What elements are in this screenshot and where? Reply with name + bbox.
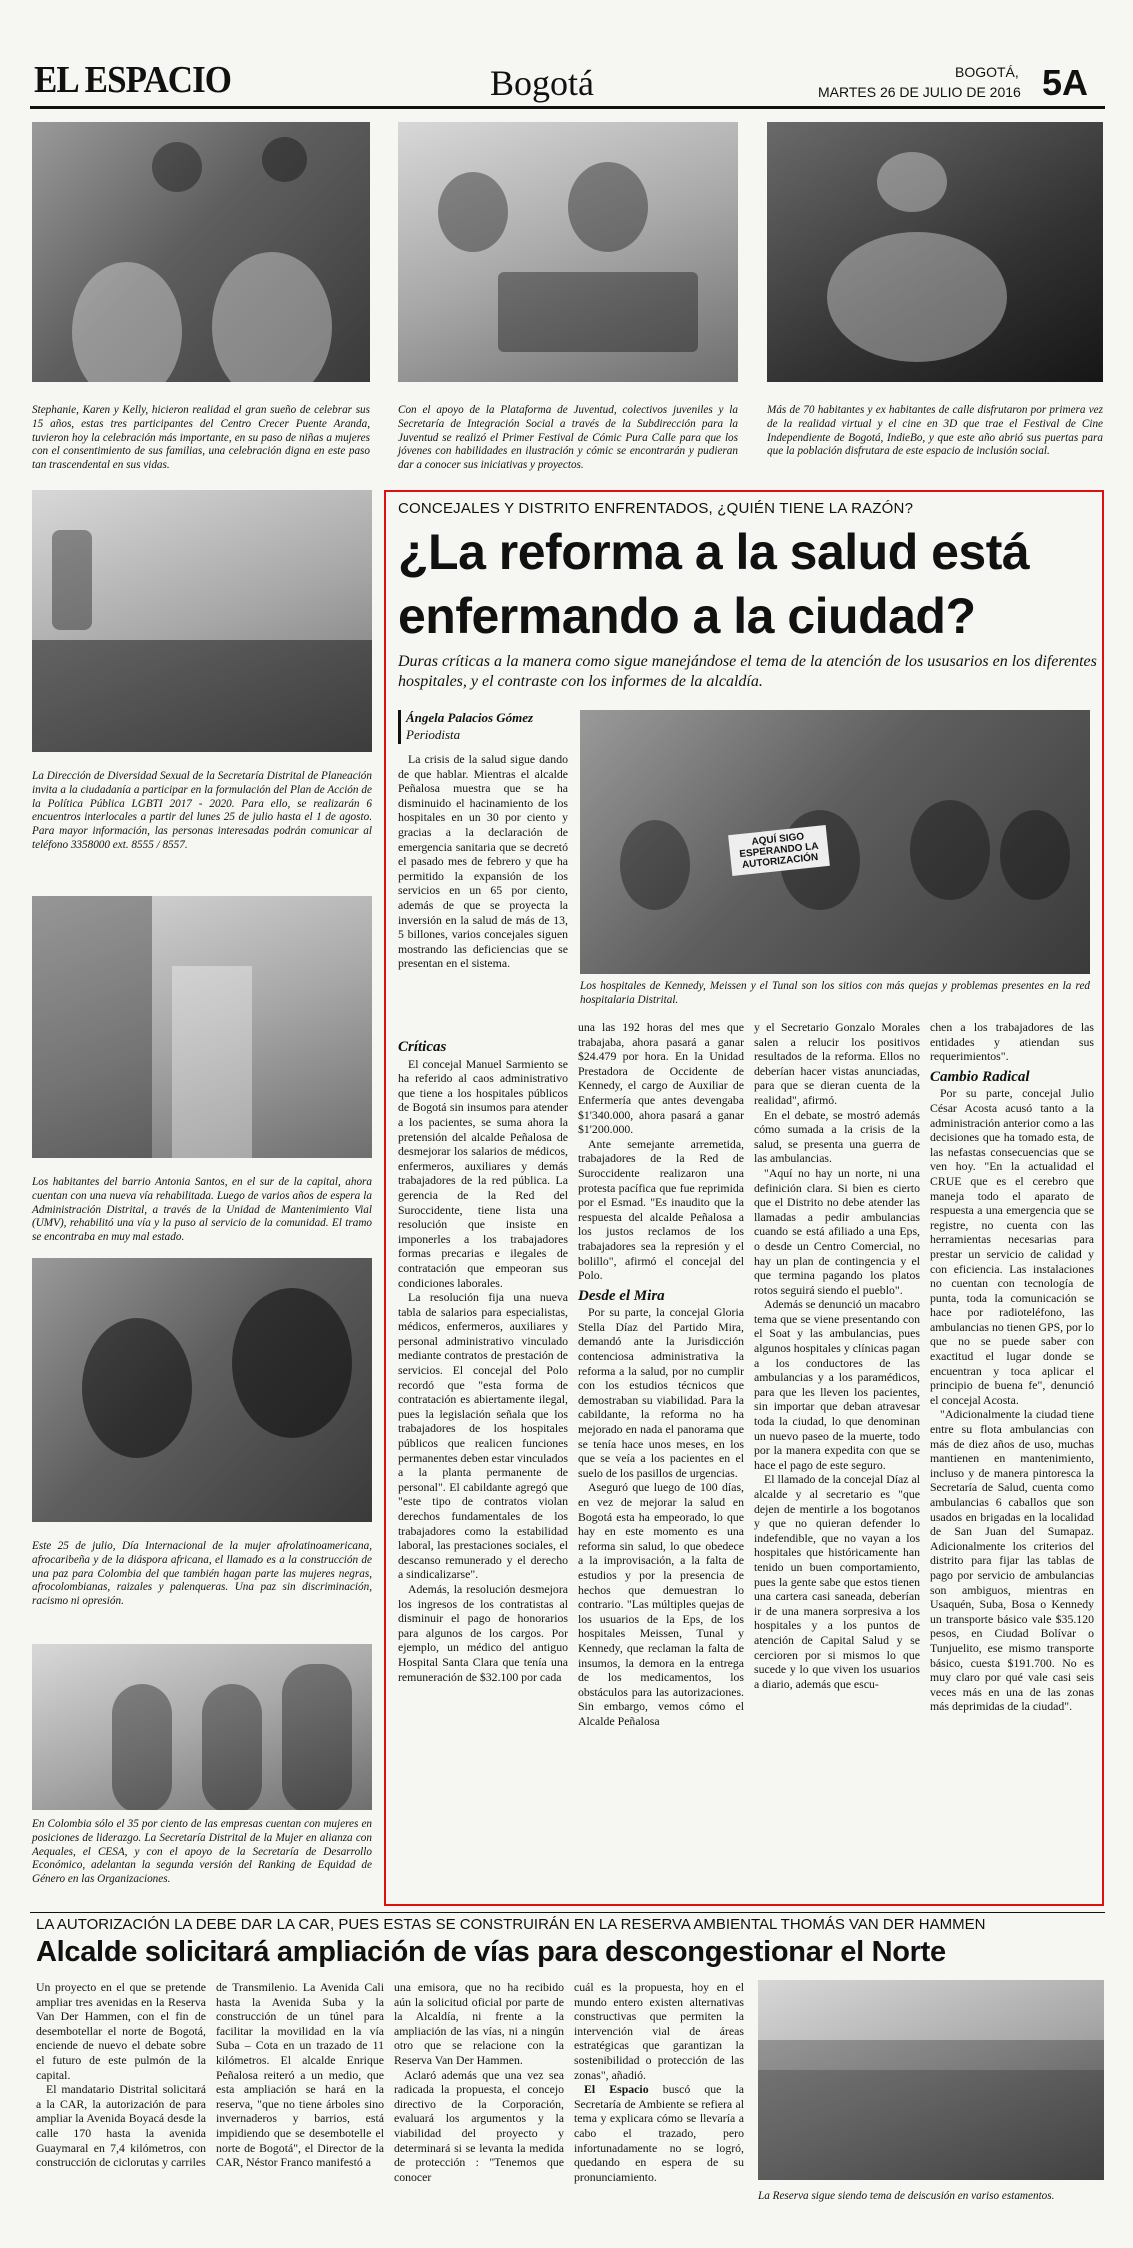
bottom-headline: Alcalde solicitará ampliación de vías para descongestionar el Norte — [36, 1936, 946, 1968]
caption-virtual-reality: Más de 70 habitantes y ex habitantes de calle disfrutaron por primera vez de la realidad virtual y el cine en 3D que trae el Festival de Cine Independiente de Bogotá, IndieBo, y que este año abrió sus puertas para que la población disfrutara de este espacio de inclusión social. — [767, 404, 1103, 458]
main-column-3 — [754, 1020, 920, 1691]
paragraph: Un proyecto en el que se pretende ampliar tres avenidas en la Reserva Van Der Hammen, con el fin de desembotellar el norte de Bogotá, enciende de nuevo el debate sobre el futuro de este pulmón de la capital. — [36, 1980, 206, 2082]
bottom-column-1 — [36, 1980, 206, 2170]
subhead-cambio-radical: Cambio Radical — [930, 1068, 1030, 1085]
protest-sign: AQUÍ SIGO ESPERANDO LA AUTORIZACIÓN — [728, 825, 830, 876]
paragraph: El llamado de la concejal Díaz al alcalde y al secretario es "que dejen de mentirle a los bogotanos y que no quieran defender lo indefendible, que no vayan a los hospitales que históricamente han tenido un buen comportamiento, pues la gente sabe que estos tienen una cartera casi saneada, deberían ir de una manera sorpresiva a los hospitales y a los puntos de atención de Capital Salud y se cercioren por si mismos lo que sucede y lo que viven los usuarios a diario, además que escu- — [754, 1472, 920, 1691]
paragraph: El concejal Manuel Sarmiento se ha referido al caos administrativo que tiene a los hospitales públicos de Bogotá sin insumos para atender a los pacientes, se suma ahora la pretensión del alcalde Peñalosa de desmejorar los salarios de médicos, enfermeros, auxiliares y demás trabajadores de la red pública. La gerencia de la Red del Suroccidente, tiene lista una resolución que insiste en imponerles a los trabajadores formas precarias e ilegales de contratación que empeoran sus condiciones laborales. — [398, 1056, 568, 1290]
paragraph: Aseguró que luego de 100 días, en vez de mejorar la salud en Bogotá esta ha empeorado, lo que hay en este momento es una reforma sin salud, lo que obedece a la improvisación, a la falta de estudios y por la presencia de hechos que demuestran lo contrario. "Las múltiples quejas de los usuarios de la Eps, de los hospitales Meissen, Tunal y Kennedy, que reclaman la falta de insumos, la demora en la entrega de los medicamentos, los obstáculos para las autorizaciones. Sin embargo, vemos cómo el Alcalde Peñalosa — [578, 1480, 744, 1728]
paragraph: una las 192 horas del mes que trabajaba, ahora pasará a ganar $24.479 por hora. En la Unidad Prestadora de Occidente de Kennedy, el cargo de Auxiliar de Enfermería que antes devengaba $1'340.000, ahora pasará a ganar $1'200.000. — [578, 1020, 744, 1137]
paragraph: y el Secretario Gonzalo Morales salen a relucir los positivos resultados de la reforma. Ellos no deberían hacer vistas anunciadas, para que se dieran cuenta de la realidad", afirmó. — [754, 1020, 920, 1107]
paragraph: Además se denunció un macabro tema que se viene presentando con el Soat y las ambulancias, pues algunos hospitales y clínicas pagan a los conductores de las ambulancias y a los paramédicos, para que les lleven los pacientes, sin importar que deban atravesar toda la ciudad, lo que denominan un nuevo paseo de la muerte, todo por la manera expedita con que se hace el pago de este seguro. — [754, 1297, 920, 1472]
paragraph: Aclaró además que una vez sea radicada la propuesta, el concejo directivo de la Corporación, evaluará los argumentos y la viabilidad del proyecto y determinará si se levanta la medida de protección : "Tenemos que conocer — [394, 2067, 564, 2184]
quinceanera-photo — [32, 122, 370, 382]
caption-afro-day: Este 25 de julio, Día Internacional de la mujer afrolatinoamericana, afrocaribeña y de la diáspora africana, el llamado es a la construcción de una paz para Colombia del que también hagan parte las mujeres negras, afrocolombianas, raizales y palenqueras. Una paz sin discriminación, racismo ni opresión. — [32, 1540, 372, 1608]
caption-lgbti-plan: La Dirección de Diversidad Sexual de la Secretaría Distrital de Planeación invita a la ciudadanía a participar en la formulación del Plan de Acción de la Política Pública LGBTI 2017 - 2020. Para ello, se realizarán 6 encuentros interlocales a partir del lunes 25 de julio hasta el 1 de agosto. Para mayor información, las personas interesadas podrán comunicar al teléfono 3358000 ext. 8555 / 8557. — [32, 770, 372, 851]
paragraph: Ante semejante arremetida, trabajadores de la Red de Suroccidente realizaron una protesta pacífica que fue reprimida por el Esmad. "Es inaudito que la respuesta del alcalde Peñalosa a los justos reclamos de los trabajadores sea la represión y el bolillo", afirmó el concejal del Polo. — [578, 1136, 744, 1283]
afro-women-photo — [32, 1258, 372, 1522]
brand-logo: EL ESPACIO — [34, 59, 232, 101]
author-role: Periodista — [406, 727, 461, 742]
comic-festival-photo — [398, 122, 738, 382]
author-name: Ángela Palacios Gómez — [406, 710, 534, 725]
main-headline: ¿La reforma a la salud está enfermando a la ciudad? — [398, 524, 1030, 644]
virtual-reality-photo — [767, 122, 1103, 382]
paragraph: La resolución fija una nueva tabla de salarios para especialistas, médicos, enfermeros, auxiliares y personal administrativo vinculado mediante contratos de prestación de servicios. El concejal del Polo recordó que "esta forma de contratación es abiertamente ilegal, pues la legislación señala que los trabajadores de los hospitales públicos que realicen funciones permanentes deben estar vinculados a la planta permanente de personal". El cabildante agregó que "este tipo de contratos violan derechos fundamentales de los trabajadores como la estabilidad laboral, las prestaciones sociales, el descanso remunerado y el derecho a sindicalizarse". — [398, 1290, 569, 1582]
masthead-city: BOGOTÁ, — [955, 64, 1019, 80]
bottom-rule — [30, 1912, 1105, 1913]
section-title: Bogotá — [490, 63, 594, 103]
masthead — [0, 0, 1133, 112]
subhead-criticas: Críticas — [398, 1039, 447, 1055]
byline-bar — [398, 710, 401, 744]
masthead-rule — [30, 106, 1105, 109]
main-deck: Duras críticas a la manera como sigue manejándose el tema de la atención de los ususarios en los diferentes hospitales, y el contraste con los informes de la alcaldía. — [398, 653, 1097, 690]
paragraph: una emisora, que no ha recibido aún la solicitud oficial por parte de la Alcaldía, ni frente a la ampliación de las vías, ni a ningún otro que se relacione con la Reserva Van Der Hammen. — [394, 1980, 564, 2067]
bottom-kicker: LA AUTORIZACIÓN LA DEBE DAR LA CAR, PUES ESTAS SE CONSTRUIRÁN EN LA RESERVA AMBIENTAL THOMÁS VAN DER HAMMEN — [36, 1916, 986, 1933]
paragraph: Por su parte, concejal Julio César Acosta acusó tanto a la administración anterior como a las decisiones que ha tomado esta, de las nefastas consecuencias que se ven hoy. "En la actualidad el CRUE que es el cerebro que maneja todo el aparato de respuesta a una emergencia que se registre, no cuenta con las herramientas necesarias para prestar un servicio de calidad y con eficiencia. Las instalaciones no cuentan con tecnología de punta, toda la comunicación se hace por radioteléfono, las ambulancias no tienen GPS, por lo que no se puede saber con exactitud el lugar donde se encuentran y toca aplicar el principio de buena fe", denunció el concejal Acosta. — [930, 1086, 1094, 1407]
main-intro-paragraph: La crisis de la salud sigue dando de que hablar. Mientras el alcalde Peñalosa muestra que se ha disminuido el hacinamiento de los hospitales en un 30 por ciento y gracias a la declaración de emergencia sanitaria que se decretó el pasado mes de febrero y que ha permitido la expansión de los servicios en un 65 por ciento, además de que se proyecta la inversión en la salud de más de 13, 5 billones, varios concejales siguen mostrando las deficiencias que se presentan en el sistema. — [398, 752, 568, 971]
page-number: 5A — [1042, 62, 1089, 103]
bottom-column-2 — [216, 1980, 384, 2170]
paragraph: Por su parte, la concejal Gloria Stella Díaz del Partido Mira, demandó ante la Jurisdicción contenciosa administrativa la reforma a la salud, por no cumplir con los estudios técnicos que demostraban su viabilidad. Para la cabildante, la reforma no ha mejorado en nada el panorama que se tenía hace unos meses, en los que se veía a los pacientes en el suelo de los pasillos de urgencias. — [578, 1305, 744, 1480]
protest-caption: Los hospitales de Kennedy, Meissen y el Tunal son los sitios con más quejas y problemas presentes en la red hospitalaria Distrital. — [580, 980, 1090, 1006]
main-column-4 — [930, 1020, 1094, 1714]
paragraph: "Aquí no hay un norte, ni una definición clara. Si bien es cierto que el Distrito no debe atender las llamadas a pedir ambulancias cuando se está afiliado a una Eps, o desde un Centro Comercial, no hay un plan de contingencia y el que termina pagando los platos rotos seguirá siendo el pueblo". — [754, 1165, 920, 1297]
paragraph: "Adicionalmente la ciudad tiene entre su flota ambulancias con más de diez años de uso, muchas mantienen en mantenimiento, incluso y de manera pintoresca la Secretaría de Salud, cuenta como ambulancias 6 caballos que son usados en brigadas en la localidad de San Juan del Sumapaz. Adicionalmente los criterios del distrito para fijar las tablas de pago por servicio de ambulancias son ambiguos, mientras en Usaquén, Suba, Bosa o Kennedy un transporte básico vale $35.120 pesos, en Ciudad Bolívar o Tunjuelito, ese mismo transporte básico, cuesta $191.700. No es muy claro por qué vale casi seis veces más en una de las zonas más deprimidas de la ciudad". — [930, 1407, 1094, 1714]
caption-gender-ranking: En Colombia sólo el 35 por ciento de las empresas cuentan con mujeres en posiciones de liderazgo. La Secretaría Distrital de la Mujer en alianza con Aequales, el CESA, y con el apoyo de la Secretaría de Desarrollo Económico, adelantan la segunda versión del Ranking de Equidad de Género en las Organizaciones. — [32, 1818, 372, 1886]
main-intro-column — [398, 752, 568, 971]
newspaper-brand-inline: El Espacio — [584, 2082, 649, 2097]
road-photo — [32, 896, 372, 1158]
caption-quinceanera: Stephanie, Karen y Kelly, hicieron realidad el gran sueño de celebrar sus 15 años, estas tres participantes del Centro Crecer Puente Aranda, tuvieron hoy la celebración más importante, en su paso de niñas a mujeres con el consentimiento de sus familias, una celebración digna en este paso tan trascendental en sus vidas. — [32, 404, 370, 472]
bottom-column-4 — [574, 1980, 744, 2184]
paragraph-text: buscó que la Secretaría de Ambiente se refiera al tema y explicara cómo se llevaría a cabo el trazado, pero infortunadamente no se logró, quedando en espera de su pronunciamiento. — [574, 2082, 744, 2184]
paragraph: cuál es la propuesta, hoy en el mundo entero existen alternativas constructivas que permiten la intervención vial de áreas estratégicas que garantizan la sostenibilidad o protección de las zonas", añadió. — [574, 1980, 744, 2082]
paragraph: El mandatario Distrital solicitará a la CAR, la autorización de para ampliar la Avenida Boyacá desde la calle 170 hasta la avenida Guaymaral en 7,4 kilómetros, con construcción de ciclorutas y carriles — [36, 2082, 206, 2170]
caption-comic-festival: Con el apoyo de la Plataforma de Juventud, colectivos juveniles y la Secretaría de Integración Social a través de la Subdirección para la Juventud se realizó el Primer Festival de Cómic Pura Calle para que los jóvenes con habilidades en ilustración y cómic se encontrarán y pudieran dar a conocer sus iniciativas y proyectos. — [398, 404, 738, 472]
paragraph: de Transmilenio. La Avenida Cali hasta la Avenida Suba y la construcción de un túnel para facilitar la movilidad en la vía Suba – Cota en un trazado de 11 kilómetros. El alcalde Enrique Peñalosa reiteró a un medio, que esta ampliación se hará en la reserva, "que no tiene árboles sino invernaderos y barrios, está impidiendo que se desembotelle el norte de Bogotá", el Director de la CAR, Néstor Franco manifestó a — [216, 1980, 384, 2170]
main-column-1 — [398, 1040, 568, 1684]
reserve-landscape-photo — [758, 1980, 1104, 2180]
paragraph: Además, la resolución desmejora los ingresos de los contratistas al disminuir el pago de honorarios para algunos de los cargos. Por ejemplo, un médico del antiguo Hospital Santa Clara que tenía una remuneración de $32.100 por cada — [398, 1581, 568, 1684]
paragraph: En el debate, se mostró además cómo sumada a la crisis de la salud, se presenta una guerra de las ambulancias. — [754, 1107, 920, 1166]
subhead-mira: Desde el Mira — [578, 1287, 665, 1304]
women-leadership-photo — [32, 1644, 372, 1810]
protest-photo — [580, 710, 1090, 974]
paragraph — [574, 2082, 744, 2184]
main-column-2 — [578, 1020, 744, 1729]
auditorium-photo — [32, 490, 372, 752]
masthead-date: MARTES 26 DE JULIO DE 2016 — [818, 84, 1021, 100]
paragraph: chen a los trabajadores de las entidades y atiendan sus requerimientos". — [930, 1020, 1094, 1064]
bottom-column-3 — [394, 1980, 564, 2184]
caption-road-rehab: Los habitantes del barrio Antonia Santos, en el sur de la capital, ahora cuentan con una nueva vía rehabilitada. Luego de varios años de espera la Administración Distrital, a través de la Unidad de Mantenimiento Vial (UMV), rehabilitó una vía y la puso al servicio de la comunidad. El tramo se encontraba en muy mal estado. — [32, 1176, 372, 1244]
reserve-caption: La Reserva sigue siendo tema de deiscusión en variso estamentos. — [758, 2190, 1055, 2202]
main-kicker: CONCEJALES Y DISTRITO ENFRENTADOS, ¿QUIÉN TIENE LA RAZÓN? — [398, 500, 914, 517]
